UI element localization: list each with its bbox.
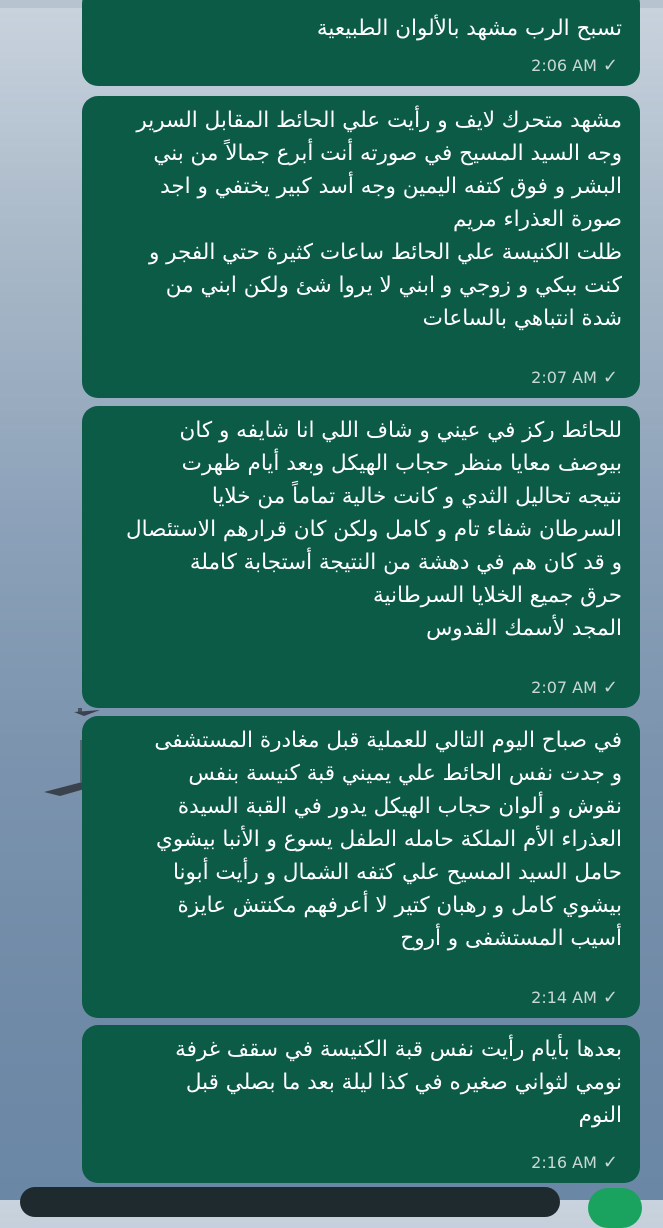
message-line: للحائط ركز في عيني و شاف اللي انا شايفه و كان: [179, 418, 622, 443]
message-line: السرطان شفاء تام و كامل ولكن كان قرارهم الاستئصال: [126, 517, 622, 542]
message-line: و قد كان هم في دهشة من النتيجة أستجابة كاملة: [189, 550, 622, 575]
message-bubble-4[interactable]: [82, 716, 640, 1018]
message-line: مشهد متحرك لايف و رأيت علي الحائط المقابل السرير: [136, 108, 622, 133]
double-check-icon: ✓: [602, 987, 618, 1008]
message-meta: [531, 677, 618, 698]
message-line: وجه السيد المسيح في صورته أنت أبرع جمالاً من بني: [153, 141, 622, 166]
message-bubble-2[interactable]: [82, 96, 640, 398]
message-line: المجد لأسمك القدوس: [426, 616, 622, 641]
message-meta: [531, 367, 618, 388]
message-time: 2:07 AM: [531, 678, 597, 697]
message-meta: [531, 1152, 618, 1173]
message-line: شدة انتباهي بالساعات: [422, 306, 622, 331]
message-time: 2:16 AM: [531, 1153, 597, 1172]
message-bubble-3[interactable]: [82, 406, 640, 708]
message-line: نتيجه تحاليل الثدي و كانت خالية تماماً من خلايا: [211, 484, 622, 509]
message-line: في صباح اليوم التالي للعملية قبل مغادرة المستشفى: [154, 728, 622, 753]
message-line: النوم: [578, 1103, 622, 1128]
message-text: [82, 96, 640, 335]
message-time: 2:06 AM: [531, 56, 597, 75]
message-line: تسبح الرب مشهد بالألوان الطبيعية: [316, 16, 622, 41]
message-line: و جدت نفس الحائط علي يميني قبة كنيسة بنفس: [188, 761, 622, 786]
double-check-icon: ✓: [602, 367, 618, 388]
message-input-bar[interactable]: [20, 1187, 560, 1217]
message-line: ظلت الكنيسة علي الحائط ساعات كثيرة حتي الفجر و: [148, 240, 622, 265]
send-button[interactable]: [588, 1188, 642, 1228]
message-line: بيوصف معايا منظر حجاب الهيكل وبعد أيام ظهرت: [181, 451, 622, 476]
message-line: العذراء الأم الملكة حامله الطفل يسوع و الأنبا بيشوي: [156, 827, 622, 852]
message-text: [82, 406, 640, 645]
message-line: أسيب المستشفى و أروح: [400, 926, 622, 951]
message-line: بيشوي كامل و رهبان كتير لا أعرفهم مكنتش عايزة: [177, 893, 622, 918]
message-line: صورة العذراء مريم: [453, 207, 622, 232]
message-line: بعدها بأيام رأيت نفس قبة الكنيسة في سقف غرفة: [175, 1037, 622, 1062]
message-text: [82, 716, 640, 955]
message-bubble-5[interactable]: [82, 1025, 640, 1183]
message-time: 2:07 AM: [531, 368, 597, 387]
message-bubble-1[interactable]: [82, 0, 640, 86]
message-line: حامل السيد المسيح علي كتفه الشمال و رأيت أبونا: [172, 860, 622, 885]
message-line: نومي لثواني صغيره في كذا ليلة بعد ما بصلي قبل: [185, 1070, 622, 1095]
message-text: [82, 0, 640, 45]
message-time: 2:14 AM: [531, 988, 597, 1007]
message-meta: [531, 55, 618, 76]
message-text: [82, 1025, 640, 1132]
message-line: حرق جميع الخلايا السرطانية: [373, 583, 622, 608]
message-line: نقوش و ألوان حجاب الهيكل يدور في القبة السيدة: [177, 794, 622, 819]
message-line: كنت ببكي و زوجي و ابني لا يروا شئ ولكن ابني من: [165, 273, 622, 298]
double-check-icon: ✓: [602, 677, 618, 698]
double-check-icon: ✓: [602, 55, 618, 76]
message-line: البشر و فوق كتفه اليمين وجه أسد كبير يختفي و اجد: [160, 174, 622, 199]
message-meta: [531, 987, 618, 1008]
double-check-icon: ✓: [602, 1152, 618, 1173]
